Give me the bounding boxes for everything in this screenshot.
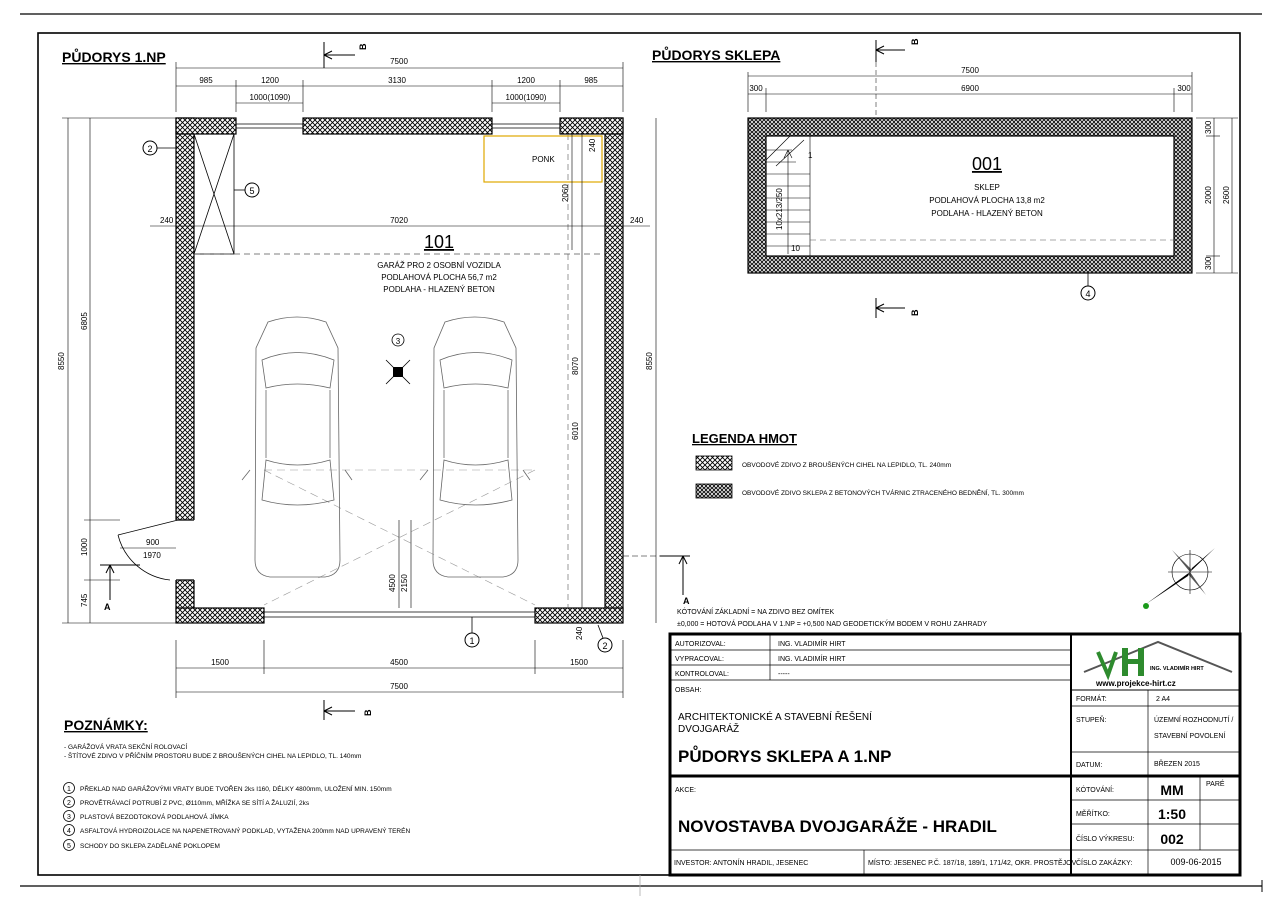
tb-cislo-zakazky-value: 009-06-2015 [1170, 857, 1222, 867]
tb-kontroloval-value: ----- [778, 671, 790, 678]
marker-4 [1081, 273, 1095, 300]
svg-text:A: A [104, 602, 111, 612]
note-dash-2: - ŠTÍTOVÉ ZDIVO V PŘÍČNÍM PROSTORU BUDE Z BROUŠENÝCH CIHEL NA LEPIDLO, TL. 140mm [64, 753, 362, 760]
svg-text:PROVĚTRÁVACÍ POTRUBÍ Z PVC, Ø1: PROVĚTRÁVACÍ POTRUBÍ Z PVC, Ø110mm, MŘÍŽKA SE SÍTÍ A ŽALUZIÍ, 2ks [80, 800, 310, 807]
tb-obsah-2: DVOJGARÁŽ [678, 724, 740, 735]
dim-left-1000: 1000 [80, 538, 89, 556]
svg-text:5: 5 [249, 186, 255, 196]
room-101-area: PODLAHOVÁ PLOCHA 56,7 m2 [381, 273, 497, 282]
legend-title: LEGENDA HMOT [692, 431, 797, 446]
svg-text:PŘEKLAD NAD GARÁŽOVÝMI VRATY B: PŘEKLAD NAD GARÁŽOVÝMI VRATY BUDE TVOŘEN 2ks I160, DÉLKY 4800mm, ULOŽENÍ MIN. 150mm [80, 786, 392, 793]
basement-plan [652, 38, 1238, 318]
dim-basement-v2000: 2000 [1204, 186, 1213, 204]
dim-win-a: 1000(1090) [249, 93, 291, 102]
svg-text:1: 1 [67, 786, 71, 793]
room-001-number: 001 [971, 154, 1003, 174]
basement-title: PŮDORYS SKLEPA [652, 47, 781, 63]
tb-datum-value: BŘEZEN 2015 [1154, 761, 1200, 768]
room-001-floor: PODLAHA - HLAZENÝ BETON [931, 209, 1043, 218]
legend-item-2: OBVODOVÉ ZDIVO SKLEPA Z BETONOVÝCH TVÁRNIC ZTRACENÉHO BEDNĚNÍ, TL. 300mm [742, 490, 1024, 497]
legend [692, 431, 1024, 498]
stair-start: 1 [808, 151, 813, 160]
tb-vypracoval-value: ING. VLADIMÍR HIRT [778, 656, 846, 663]
section-a-left [100, 565, 140, 612]
dim-inner-width: 7020 [390, 216, 408, 225]
tb-cislo-vykresu-label: ČÍSLO VÝKRESU: [1076, 836, 1135, 843]
door-swing [118, 520, 178, 580]
dim-gate-2150: 2150 [400, 574, 409, 592]
dim-1200b: 1200 [517, 76, 535, 85]
svg-text:5: 5 [67, 843, 71, 850]
tb-akce-label: AKCE: [675, 787, 697, 794]
dim-door-1970: 1970 [143, 551, 161, 560]
dim-left-8550: 8550 [57, 352, 66, 370]
tb-misto: MÍSTO: JESENEC P.Č. 187/18, 189/1, 171/42, OKR. PROSTĚJOV [868, 860, 1077, 867]
tb-cislo-zakazky-label: ČÍSLO ZAKÁZKY: [1076, 860, 1133, 867]
dim-right-8550: 8550 [645, 352, 654, 370]
dim-985b: 985 [584, 76, 598, 85]
dim-right-2060: 2060 [561, 184, 570, 202]
svg-text:2: 2 [602, 641, 608, 651]
marker-2-bottom [598, 625, 612, 652]
svg-text:B: B [363, 709, 373, 716]
room-001-area: PODLAHOVÁ PLOCHA 13,8 m2 [929, 196, 1045, 205]
legend-item-1: OBVODOVÉ ZDIVO Z BROUŠENÝCH CIHEL NA LEPIDLO, TL. 240mm [742, 462, 952, 469]
marker-5 [234, 183, 259, 197]
dim-left-6805: 6805 [80, 312, 89, 330]
svg-text:2: 2 [147, 144, 153, 154]
ponk-label: PONK [532, 155, 555, 164]
legend-swatch-brick [696, 456, 732, 470]
dim-basement-v2600: 2600 [1222, 186, 1231, 204]
svg-text:ING. VLADIMÍR HIRT: ING. VLADIMÍR HIRT [1150, 666, 1204, 672]
tb-datum-label: DATUM: [1076, 762, 1103, 769]
svg-text:4: 4 [1085, 289, 1091, 299]
dim-door-900: 900 [146, 538, 160, 547]
dim-bottom-4500: 4500 [390, 658, 408, 667]
svg-text:B: B [358, 43, 368, 50]
tb-meritko-label: MĚŘÍTKO: [1076, 811, 1110, 818]
note-dash-1: - GARÁŽOVÁ VRATA SEKČNÍ ROLOVACÍ [64, 744, 188, 751]
tb-format-label: FORMÁT: [1076, 696, 1107, 703]
levels-line-2: ±0,000 = HOTOVÁ PODLAHA V 1.NP = +0,500 NAD GEODETICKÝM BODEM V ROHU ZAHRADY [677, 621, 987, 628]
note-numbered-1 [64, 783, 392, 794]
note-numbered-3 [64, 811, 230, 822]
dim-basement-300l: 300 [749, 84, 763, 93]
north-arrow-icon [1143, 548, 1215, 609]
car-left [242, 317, 352, 577]
car-right [420, 317, 530, 577]
dim-basement-300r: 300 [1177, 84, 1191, 93]
stair-hatch [194, 134, 234, 254]
note-numbered-5 [64, 840, 220, 851]
dim-gate-4500: 4500 [388, 574, 397, 592]
levels-line-1: KÓTOVÁNÍ ZÁKLADNÍ = NA ZDIVO BEZ OMÍTEK [677, 609, 835, 616]
svg-text:www.projekce-hirt.cz: www.projekce-hirt.cz [1096, 679, 1176, 688]
svg-text:ASFALTOVÁ HYDROIZOLACE NA NAPE: ASFALTOVÁ HYDROIZOLACE NA NAPENETROVANÝ PODKLAD, VYTAŽENA 200mm NAD UPRAVENÝ TERÉN [80, 828, 411, 835]
svg-text:2: 2 [67, 800, 71, 807]
floor1-top-dims [176, 62, 623, 112]
room-101-floor: PODLAHA - HLAZENÝ BETON [383, 285, 495, 294]
tb-autorizoval-value: ING. VLADIMÍR HIRT [778, 641, 846, 648]
tb-vypracoval-label: VYPRACOVAL: [675, 656, 724, 663]
svg-text:PLASTOVÁ BEZODTOKOVÁ PODLAHOVÁ: PLASTOVÁ BEZODTOKOVÁ PODLAHOVÁ JÍMKA [80, 814, 229, 821]
tb-cislo-vykresu-value: 002 [1160, 831, 1184, 847]
dim-bottom-1500b: 1500 [570, 658, 588, 667]
tb-kotovani-value: MM [1160, 782, 1184, 798]
tb-obsah-1: ARCHITEKTONICKÉ A STAVEBNÍ ŘEŠENÍ [678, 712, 872, 723]
note-numbered-4 [64, 825, 411, 836]
svg-text:4: 4 [67, 828, 71, 835]
company-logo [1084, 642, 1232, 688]
section-a-right [623, 556, 690, 606]
room-001-name: SKLEP [974, 183, 1000, 192]
stair-end: 10 [791, 244, 800, 253]
dim-bottom-total: 7500 [390, 682, 408, 691]
svg-text:B: B [910, 38, 920, 45]
tb-format-value: 2 A4 [1156, 696, 1171, 703]
dim-wall-r: 240 [630, 216, 644, 225]
note-numbered-2 [64, 797, 310, 808]
section-b-basement-top [876, 38, 920, 118]
tb-pare-label: PARÉ [1206, 781, 1225, 788]
section-b-top [324, 42, 368, 68]
dim-right-8070: 8070 [571, 357, 580, 375]
dim-basement-total: 7500 [961, 66, 979, 75]
dim-right-6010: 6010 [571, 422, 580, 440]
tb-kontroloval-label: KONTROLOVAL: [675, 671, 729, 678]
dim-right-240: 240 [588, 138, 597, 152]
floor-drain [386, 334, 410, 384]
dim-3130: 3130 [388, 76, 406, 85]
stairs-label: 10x213/250 [775, 188, 784, 230]
tb-stupen-value-2: STAVEBNÍ POVOLENÍ [1154, 733, 1226, 740]
floor1-plan [57, 42, 690, 720]
svg-text:SCHODY DO SKLEPA ZADĚLANÉ POKL: SCHODY DO SKLEPA ZADĚLANÉ POKLOPEM [80, 843, 220, 850]
tb-autorizoval-label: AUTORIZOVAL: [675, 641, 726, 648]
svg-text:3: 3 [395, 337, 401, 346]
dim-bottom-1500a: 1500 [211, 658, 229, 667]
dim-wall-l: 240 [160, 216, 174, 225]
dim-win-b: 1000(1090) [505, 93, 547, 102]
dim-basement-6900: 6900 [961, 84, 979, 93]
tb-akce-value: NOVOSTAVBA DVOJGARÁŽE - HRADIL [678, 817, 997, 836]
tb-stupen-value-1: ÚZEMNÍ ROZHODNUTÍ / [1154, 717, 1234, 724]
room-101-number: 101 [423, 232, 455, 252]
tb-obsah-label: OBSAH: [675, 687, 702, 694]
dim-basement-v300a: 300 [1204, 120, 1213, 134]
dim-1200a: 1200 [261, 76, 279, 85]
svg-text:1: 1 [469, 636, 475, 646]
marker-2-top [143, 141, 176, 155]
floor1-title: PŮDORYS 1.NP [62, 49, 166, 65]
dim-corner-240: 240 [575, 626, 584, 640]
room-101-name: GARÁŽ PRO 2 OSOBNÍ VOZIDLA [377, 261, 501, 270]
svg-text:B: B [910, 309, 920, 316]
section-b-basement-bottom [876, 298, 920, 318]
notes-title: POZNÁMKY: [64, 717, 148, 733]
tb-stupen-label: STUPEŇ: [1076, 717, 1107, 724]
dim-basement-v300b: 300 [1204, 256, 1213, 270]
svg-text:3: 3 [67, 814, 71, 821]
title-block [670, 634, 1240, 875]
legend-swatch-concrete [696, 484, 732, 498]
section-b-bottom [324, 700, 373, 720]
marker-1 [465, 617, 479, 647]
notes [64, 717, 411, 851]
tb-investor: INVESTOR: ANTONÍN HRADIL, JESENEC [674, 860, 809, 867]
dim-left-745: 745 [80, 593, 89, 607]
tb-meritko-value: 1:50 [1157, 806, 1187, 822]
tb-drawing-title: PŮDORYS SKLEPA A 1.NP [678, 747, 892, 766]
tb-kotovani-label: KÓTOVÁNÍ: [1076, 787, 1114, 794]
dim-985a: 985 [199, 76, 213, 85]
svg-text:A: A [683, 596, 690, 606]
dim-total-top: 7500 [390, 57, 408, 66]
